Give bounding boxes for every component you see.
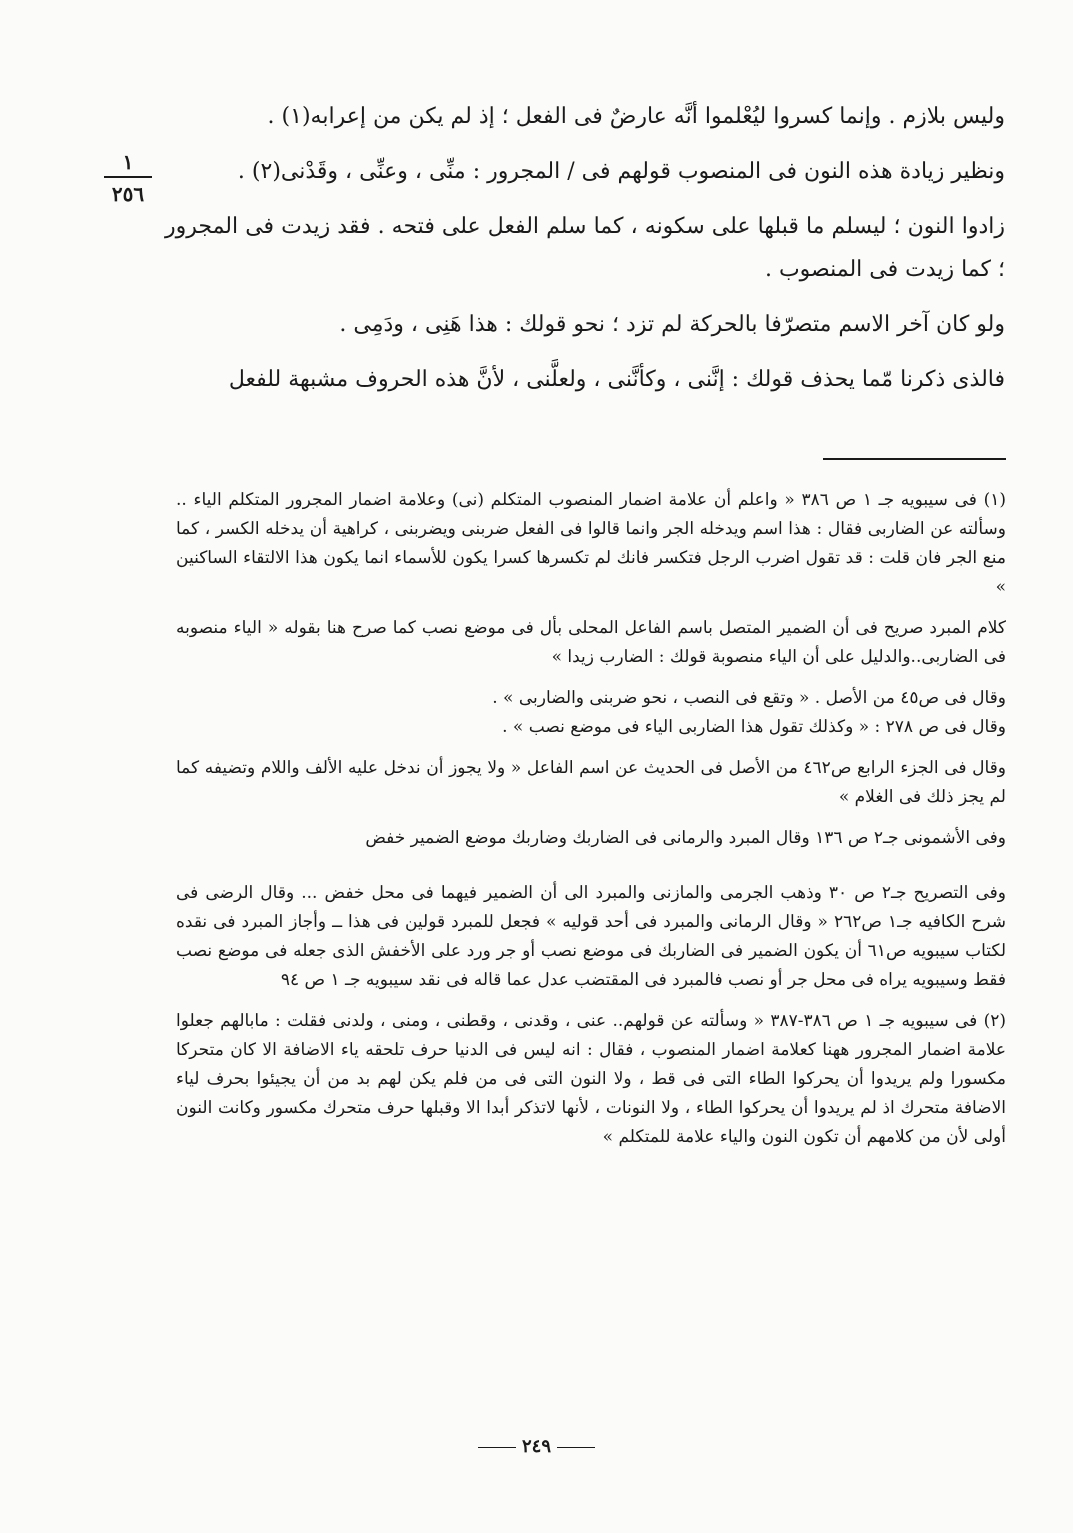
footnote-line: وقال فى ص٤٥ من الأصل . « وتقع فى النصب ، نحو ضربنى والضاربى » . xyxy=(492,688,1006,708)
page-number-footer xyxy=(0,1436,1073,1457)
margin-ref-divider xyxy=(104,176,152,178)
main-paragraph: ونظير زيادة هذه النون فى المنصوب قولهم فى / المجرور : منِّى ، وعنِّى ، وقَدْنى(٢) . xyxy=(237,159,1005,184)
footnotes xyxy=(176,486,1006,1164)
margin-ref-bottom: ٢٥٦ xyxy=(111,182,145,206)
main-paragraph: وليس بلازم . وإنما كسروا ليُعْلموا أنَّه عارضٌ فى الفعل ؛ إذ لم يكن من إعرابه(١) . xyxy=(267,104,1005,129)
main-paragraph: زادوا النون ؛ ليسلم ما قبلها على سكونه ، كما سلم الفعل على فتحه . فقد زيدت فى المجرور ؛ كما زيدت فى المنصوب . xyxy=(165,214,1005,282)
folio-dash xyxy=(557,1447,595,1448)
page-number: ٢٤٩ xyxy=(521,1436,551,1457)
footnote: وقال فى الجزء الرابع ص٤٦٢ من الأصل فى الحديث عن اسم الفاعل « ولا يجوز أن ندخل عليه الألف واللام وتضيفه كما لم يجز ذلك فى الغلام » xyxy=(176,758,1006,807)
footnote: (٢) فى سيبويه جـ ١ ص ٣٨٦-٣٨٧ « وسألته عن قولهم.. عنى ، وقدنى ، وقطنى ، ومنى ، ولدنى فقلت : مابالهم جعلوا علامة اضمار المجرور ههنا كعلامة اضمار المنصوب ، فقال : انه ليس فى الدنيا حرف تلحقه ياء الاضافة الا كان متحركا مكسورا ولم يريدوا أن يحركوا الطاء التى فى قط ، ولا النون التى فى من فلم يكن لهم بد من أن يجيئوا بحرف لياء الاضافة متحرك اذ لم يريدوا أن يحركوا الطاء ، ولا النونات ، لأنها لاتذكر أبدا الا وقبلها حرف متحرك مكسور وكانت النون أولى لأن من كلامهم أن تكون النون والياء علامة للمتكلم » xyxy=(176,1011,1006,1147)
folio-dash xyxy=(478,1447,516,1448)
margin-ref-top: ١ xyxy=(122,150,134,174)
footnote: (١) فى سيبويه جـ ١ ص ٣٨٦ « واعلم أن علامة اضمار المنصوب المتكلم (نى) وعلامة اضمار المجرور المتكلم الياء .. وسألته عن الضاربى فقال : هذا اسم ويدخله الجر وانما قالوا فى الفعل ضربنى ويضربنى ، كراهية أن يدخله الكسر ، كما منع الجر فان قلت : قد تقول اضرب الرجل فتكسر فانك لم تكسرها كسرا يكون للأسماء انما يكون هذا الالتقاء الساكنين » xyxy=(176,490,1006,597)
main-text xyxy=(165,95,1005,413)
main-paragraph: ولو كان آخر الاسم متصرّفا بالحركة لم تزد ؛ نحو قولك : هذا هَنِى ، ودَمِى . xyxy=(339,312,1005,337)
margin-folio-reference xyxy=(104,150,152,206)
footnote: وفى التصريح جـ٢ ص ٣٠ وذهب الجرمى والمازنى والمبرد الى أن الضمير فيهما فى محل خفض ... وقال الرضى فى شرح الكافيه جـ١ ص٢٦٢ « وقال الرمانى والمبرد فى أحد قوليه » فجعل للمبرد قولين فى هذا ــ وأجاز المبرد فى نقده لكتاب سيبويه ص٦١ أن يكون الضمير فى الضاربك فى موضع نصب أو جر ورد على الأخفش الذى جعله فى موضع نصب فقط وسيبويه يراه فى محل جر أو نصب فالمبرد فى المقتضب عدل عما قاله فى نقد سيبويه جـ ١ ص ٩٤ xyxy=(176,883,1007,990)
footnote-line: وقال فى ص ٢٧٨ : « وكذلك تقول هذا الضاربى الياء فى موضع نصب » . xyxy=(502,717,1006,737)
main-paragraph: فالذى ذكرنا مّما يحذف قولك : إنَّنى ، وكأنَّنى ، ولعلَّنى ، لأنَّ هذه الحروف مشبهة للفعل xyxy=(228,367,1005,392)
footnote: وفى الأشمونى جـ٢ ص ١٣٦ وقال المبرد والرمانى فى الضاربك وضاربك موضع الضمير خفض xyxy=(365,828,1006,848)
footnote-separator xyxy=(823,458,1006,460)
footnote-line-group xyxy=(176,684,1006,742)
footnote: كلام المبرد صريح فى أن الضمير المتصل باسم الفاعل المحلى بأل فى موضع نصب كما صرح هنا بقوله « الياء منصوبه فى الضاربى..والدليل على أن الياء منصوبة قولك : الضارب زيدا » xyxy=(176,618,1006,667)
